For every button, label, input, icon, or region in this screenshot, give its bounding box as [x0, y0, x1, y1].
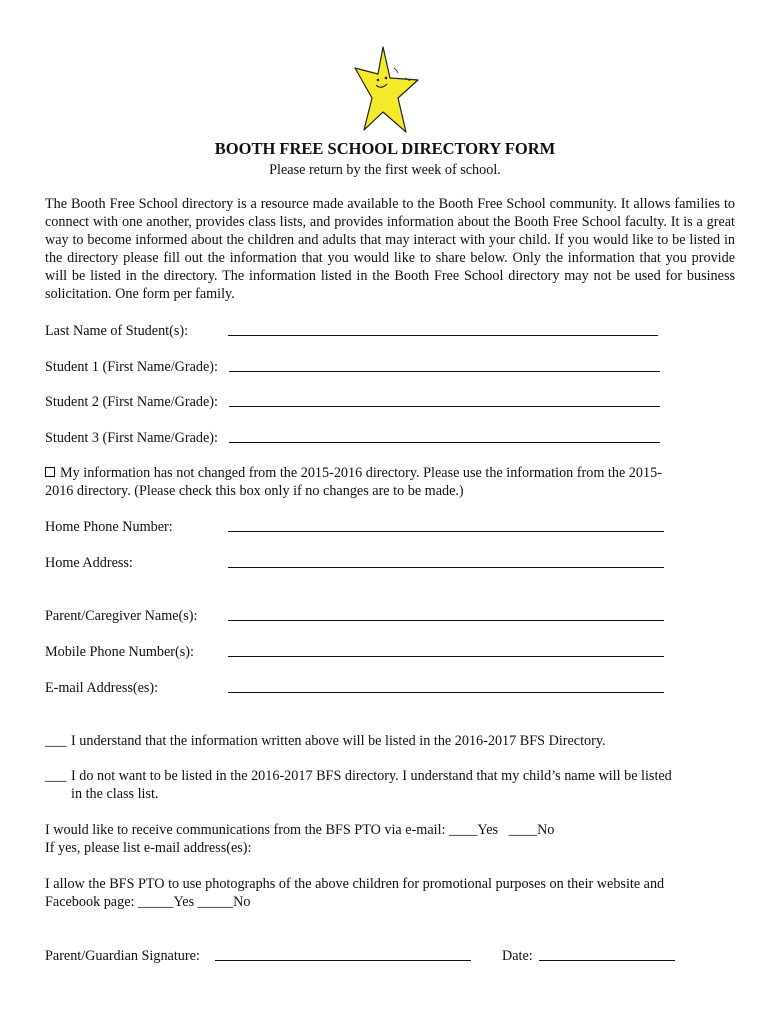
photo-permission-section — [45, 875, 735, 911]
parent-names-field[interactable] — [228, 620, 664, 621]
parent-names-label: Parent/Caregiver Name(s): — [45, 608, 198, 624]
form-title: BOOTH FREE SCHOOL DIRECTORY FORM — [214, 139, 556, 158]
last-name-field[interactable] — [228, 335, 658, 336]
email-comms-followup: If yes, please list e-mail address(es): — [45, 840, 252, 856]
home-address-field[interactable] — [228, 567, 664, 568]
student3-label: Student 3 (First Name/Grade): — [45, 430, 218, 446]
no-change-text: My information has not changed from the 2015-2016 directory. Please use the information from the 2015- — [60, 465, 662, 481]
student1-label: Student 1 (First Name/Grade): — [45, 359, 218, 375]
date-field[interactable] — [539, 960, 675, 961]
mobile-phone-field[interactable] — [228, 656, 664, 657]
opt-out-text-cont: in the class list. — [71, 786, 159, 802]
empty-checkbox-icon[interactable] — [45, 467, 55, 477]
last-name-label: Last Name of Student(s): — [45, 323, 189, 339]
signature-field[interactable] — [215, 960, 471, 961]
photo-permission-prefix: Facebook page: — [45, 894, 135, 910]
student2-field[interactable] — [229, 406, 660, 407]
email-comms-no-blank[interactable]: ____ — [508, 822, 538, 838]
intro-text: The Booth Free School directory is a resource made available to the Booth Free School community. It allows families to connect with one another, provides class lists, and provides information about the Booth Free School faculty. It is a great way to become informed about the children and adults that may interact with your child. If you would like to be listed in the directory please fill out the information that you would like to share below. Only the information that you provide will be listed in the directory. The information listed in the Booth Free School directory may not be used for business solicitation. One form per family. — [45, 196, 735, 302]
date-label: Date: — [502, 948, 533, 964]
home-address-label: Home Address: — [45, 555, 133, 571]
photo-no: No — [233, 894, 251, 910]
smiling-star-icon — [350, 44, 422, 136]
understand-statement — [45, 732, 735, 750]
home-phone-field[interactable] — [228, 531, 664, 532]
opt-out-blank[interactable]: ___ — [45, 768, 67, 784]
understand-text: I understand that the information written above will be listed in the 2016-2017 BFS Directory. — [71, 733, 606, 749]
understand-blank[interactable]: ___ — [45, 733, 67, 749]
email-label: E-mail Address(es): — [45, 680, 159, 696]
photo-permission-text: I allow the BFS PTO to use photographs of the above children for promotional purposes on their website and — [45, 876, 665, 892]
opt-out-text: I do not want to be listed in the 2016-2017 BFS directory. I understand that my child’s name will be listed — [71, 768, 672, 784]
opt-out-statement — [45, 767, 735, 803]
photo-no-blank[interactable]: _____ — [197, 894, 234, 910]
photo-yes-blank[interactable]: _____ — [137, 894, 174, 910]
student3-field[interactable] — [229, 442, 660, 443]
student2-label: Student 2 (First Name/Grade): — [45, 394, 218, 410]
email-comms-yes-blank[interactable]: ____ — [449, 822, 478, 838]
email-comms-no: No — [537, 822, 555, 838]
email-comms-question: I would like to receive communications from the BFS PTO via e-mail: — [45, 822, 446, 838]
home-phone-label: Home Phone Number: — [45, 519, 173, 535]
signature-label: Parent/Guardian Signature: — [45, 948, 200, 964]
email-comms-section — [45, 821, 735, 857]
intro-paragraph — [45, 195, 735, 303]
mobile-phone-label: Mobile Phone Number(s): — [45, 644, 194, 660]
student1-field[interactable] — [229, 371, 660, 372]
email-field[interactable] — [228, 692, 664, 693]
form-subtitle: Please return by the first week of school. — [269, 162, 501, 178]
no-change-option — [45, 464, 735, 500]
email-comms-yes: Yes — [477, 822, 499, 838]
photo-yes: Yes — [173, 894, 195, 910]
no-change-text-cont: 2016 directory. (Please check this box only if no changes are to be made.) — [45, 483, 464, 499]
